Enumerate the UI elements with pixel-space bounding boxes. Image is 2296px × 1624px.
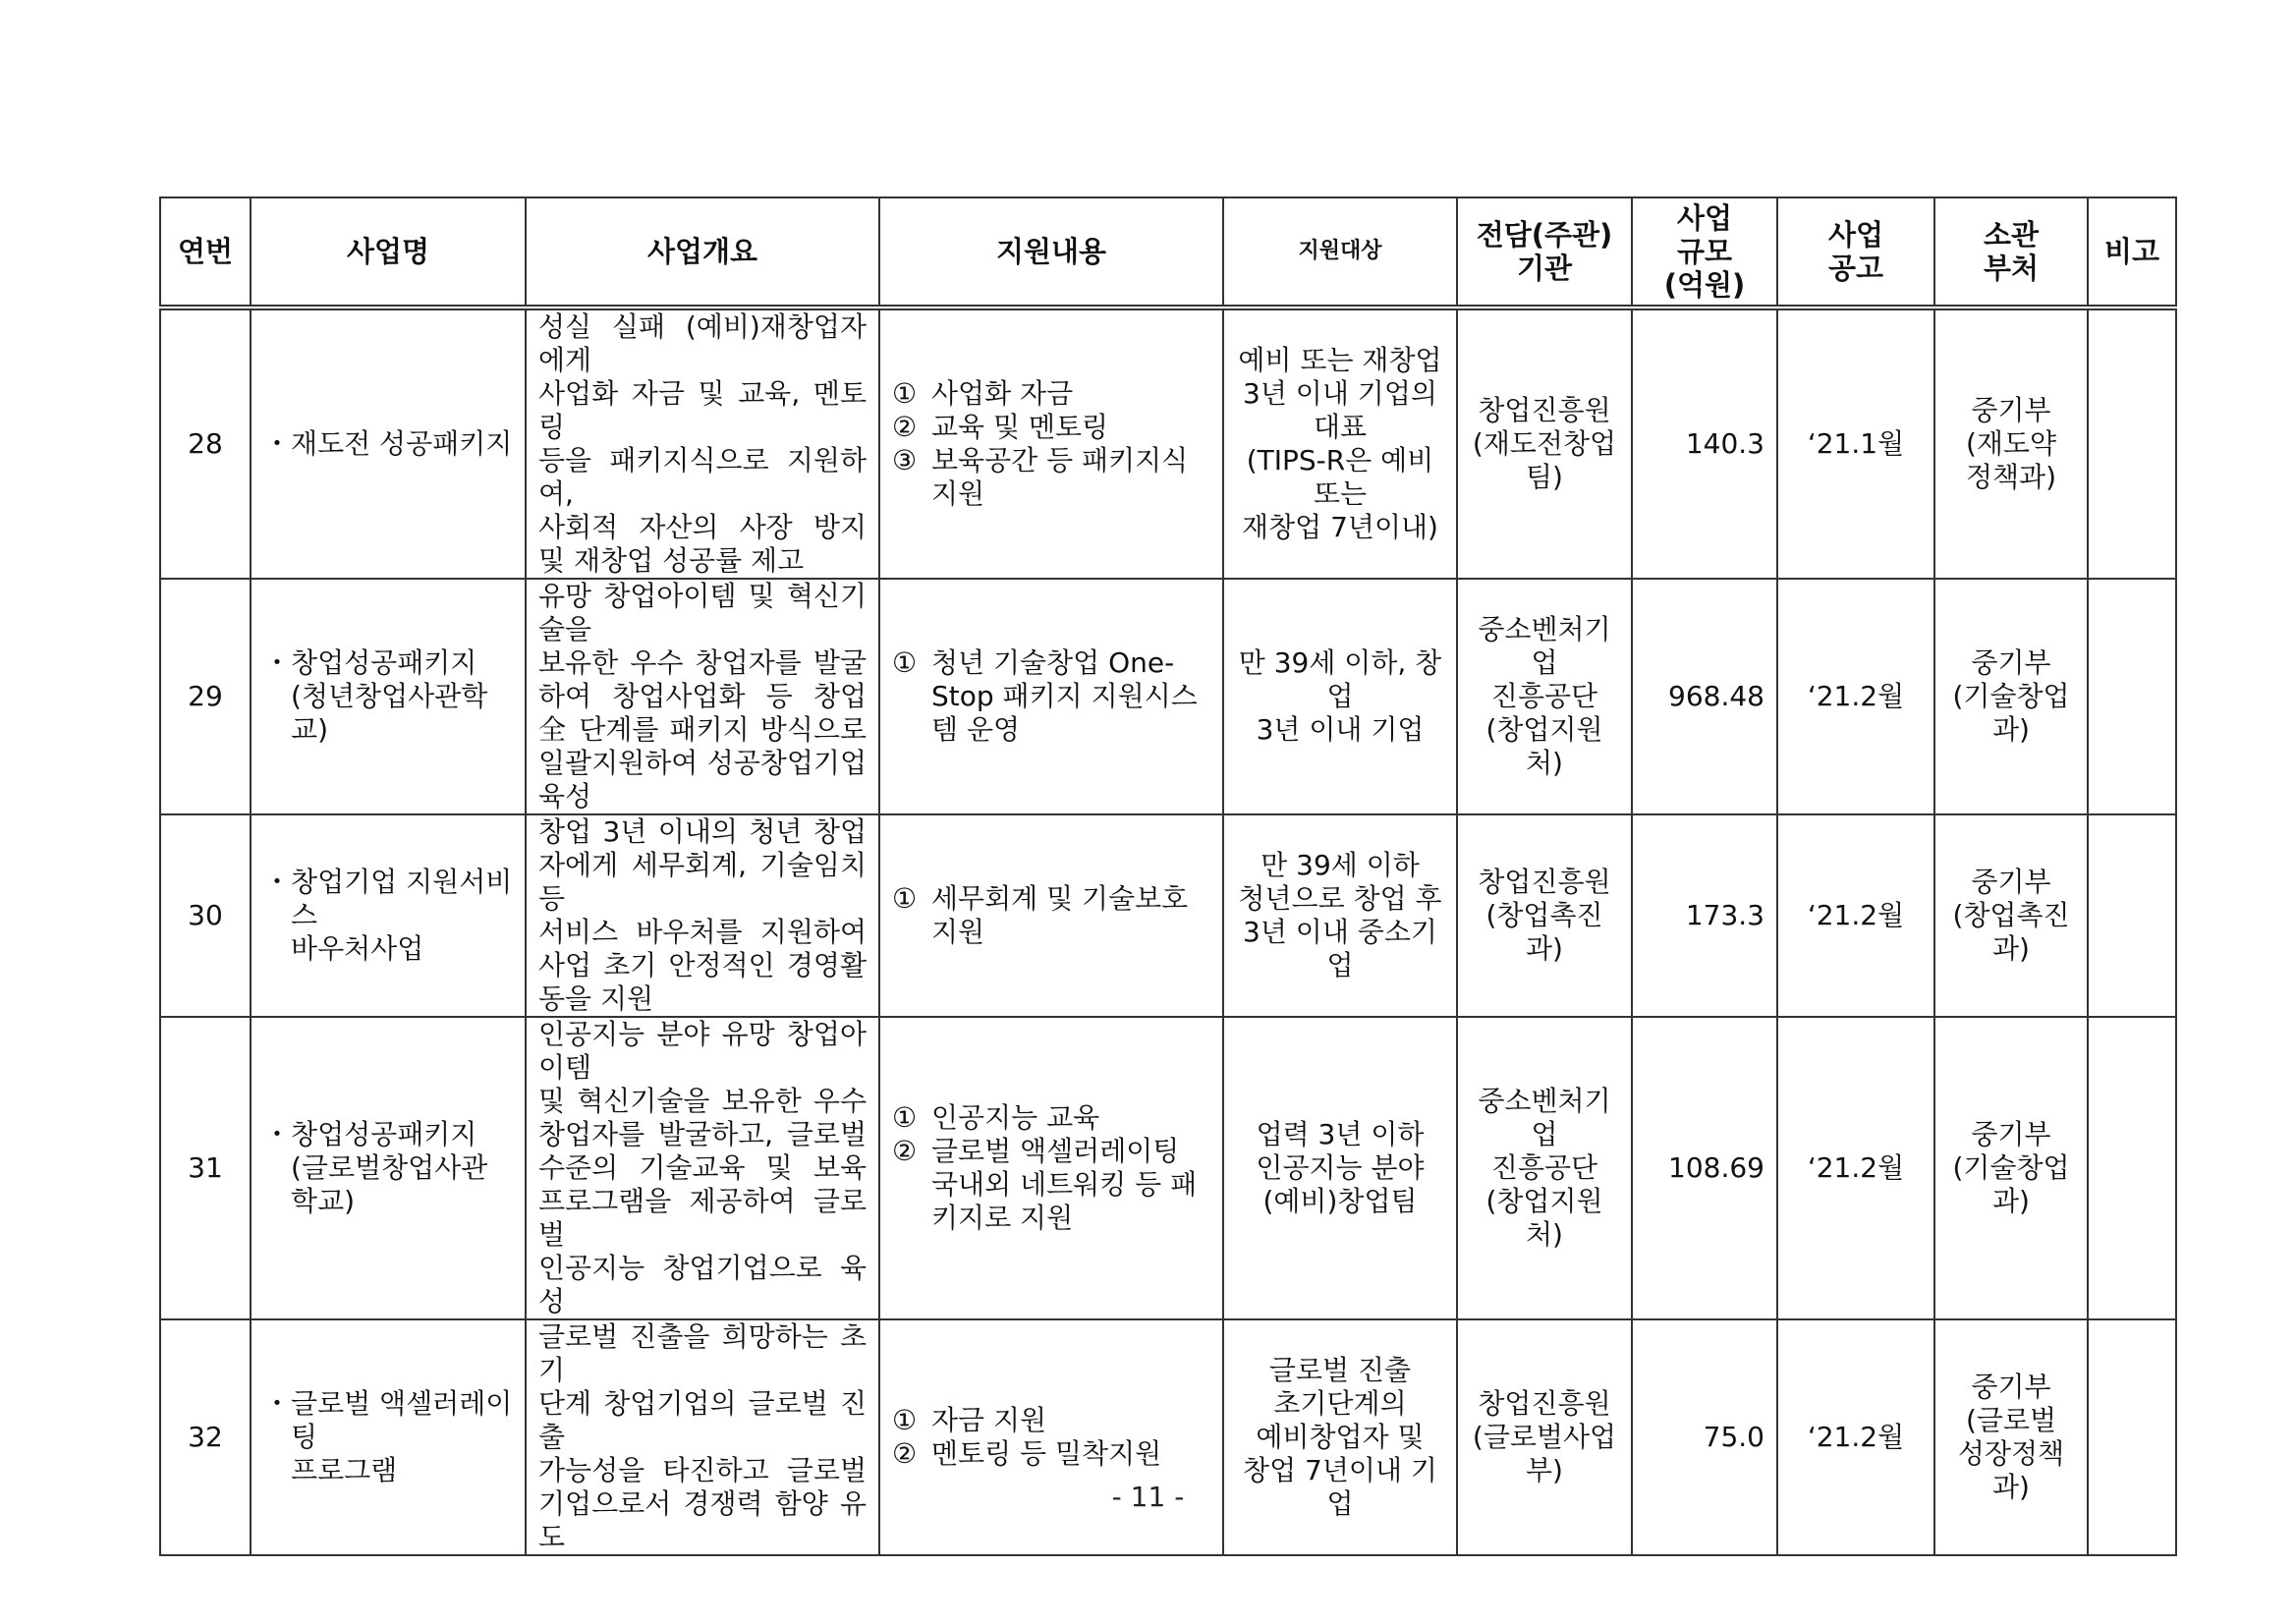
- overview-line: 인공지능 창업기업으로 육성: [538, 1252, 867, 1317]
- header-label: 비고: [2103, 235, 2160, 268]
- target-line: (TIPS-R은 예비 또는: [1246, 444, 1434, 510]
- agency-line: 중소벤처기업: [1478, 613, 1611, 679]
- ministry-line: 성장정책과): [1957, 1437, 2065, 1503]
- overview-line: 유망 창업아이템 및 혁신기술을: [538, 580, 867, 645]
- agency-line: (창업지원처): [1485, 713, 1603, 779]
- support-item-number: ①: [892, 646, 918, 679]
- overview-cell: [526, 308, 879, 579]
- agency-line: (창업촉진과): [1485, 899, 1603, 965]
- note-cell: [2088, 1319, 2176, 1555]
- program-name-line: 창업기업 지원서비스: [291, 866, 513, 931]
- agency-line: (창업지원처): [1485, 1185, 1603, 1251]
- notice-cell: ‘21.1월: [1777, 308, 1934, 579]
- target-cell: [1223, 814, 1457, 1017]
- overview-line: 인공지능 분야 유망 창업아이템: [538, 1018, 867, 1084]
- overview-line: 프로그램을 제공하여 글로벌: [538, 1185, 867, 1251]
- notice-cell: ‘21.2월: [1777, 814, 1934, 1017]
- overview-line: 및 재창업 성공률 제고: [538, 544, 805, 577]
- overview-line: 자에게 세무회계, 기술임치 등: [538, 849, 867, 915]
- target-line: 초기단계의: [1273, 1387, 1407, 1420]
- ministry-line: (글로벌: [1965, 1404, 2057, 1436]
- note-cell: [2088, 814, 2176, 1017]
- target-cell: [1223, 579, 1457, 814]
- overview-line: 보유한 우수 창업자를 발굴: [538, 646, 867, 679]
- support-cell: [879, 579, 1223, 814]
- header-agency: [1457, 197, 1632, 308]
- overview-line: 사업화 자금 및 교육, 멘토링: [538, 377, 867, 443]
- header-label: 전담(주관): [1476, 218, 1613, 252]
- support-item-number: ①: [892, 882, 918, 915]
- agency-line: 진흥공단: [1490, 1151, 1598, 1184]
- notice-cell: ‘21.2월: [1777, 579, 1934, 814]
- program-name-text: [291, 866, 513, 966]
- budget-cell: 108.69: [1632, 1017, 1777, 1319]
- target-line: 만 39세 이하: [1260, 849, 1420, 881]
- ministry-cell: [1934, 1319, 2088, 1555]
- target-line: 청년으로 창업 후: [1238, 882, 1442, 915]
- program-name-cell: [251, 308, 526, 579]
- target-line: 재창업 7년이내): [1242, 511, 1438, 543]
- header-label: 부처: [1983, 252, 2040, 285]
- program-name-line: (글로벌창업사관학교): [291, 1151, 488, 1217]
- ministry-line: 중기부: [1971, 1371, 2051, 1403]
- row-number: 28: [160, 308, 251, 579]
- ministry-line: (기술창업과): [1952, 680, 2070, 746]
- support-item-number: ②: [892, 1135, 918, 1167]
- support-item-text: 사업화 자금: [931, 377, 1074, 410]
- program-table: [159, 196, 2177, 1556]
- program-name-cell: [251, 1017, 526, 1319]
- ministry-line: 중기부: [1971, 646, 2051, 679]
- overview-line: 창업자를 발굴하고, 글로벌: [538, 1118, 867, 1150]
- overview-line: 단계 창업기업의 글로벌 진출: [538, 1387, 867, 1453]
- support-item-number: ②: [892, 411, 918, 443]
- support-item-number: ②: [892, 1437, 918, 1470]
- program-name-line: 창업성공패키지: [291, 646, 477, 679]
- support-item-text: 청년 기술창업 One-Stop 패키지 지원시스템 운영: [931, 646, 1198, 746]
- budget-cell: 75.0: [1632, 1319, 1777, 1555]
- program-name-line: 프로그램: [291, 1454, 398, 1486]
- target-line: 3년 이내 기업: [1256, 713, 1425, 746]
- bullet-dot: ・: [263, 866, 292, 898]
- ministry-line: 정책과): [1965, 461, 2057, 493]
- support-item-text: 글로벌 액셀러레이팅 국내외 네트워킹 등 패키지로 지원: [931, 1135, 1198, 1234]
- bullet-dot: ・: [263, 427, 292, 460]
- support-item-text: 보육공간 등 패키지식 지원: [931, 444, 1189, 510]
- program-name-line: 창업성공패키지: [291, 1118, 477, 1150]
- table-header-row: [160, 197, 2176, 308]
- ministry-cell: [1934, 579, 2088, 814]
- overview-line: 글로벌 진출을 희망하는 초기: [538, 1320, 867, 1386]
- program-name-text: [291, 1118, 513, 1218]
- header-label: 사업: [1827, 218, 1884, 252]
- overview-line: 일괄지원하여 성공창업기업 육성: [538, 747, 867, 812]
- program-name: [263, 646, 513, 747]
- header-note: [2088, 197, 2176, 308]
- support-item: [892, 377, 1210, 411]
- overview-line: 서비스 바우처를 지원하여: [538, 916, 867, 948]
- overview-line: 가능성을 타진하고 글로벌: [538, 1454, 867, 1486]
- header-budget: [1632, 197, 1777, 308]
- overview-line: 등을 패키지식으로 지원하여,: [538, 444, 867, 510]
- note-cell: [2088, 1017, 2176, 1319]
- overview-cell: [526, 579, 879, 814]
- program-name-text: [291, 646, 513, 747]
- program-name-text: [291, 427, 512, 461]
- overview-cell: [526, 1017, 879, 1319]
- row-number: 29: [160, 579, 251, 814]
- support-item-text: 인공지능 교육: [931, 1101, 1100, 1134]
- overview-cell: [526, 814, 879, 1017]
- ministry-line: (기술창업과): [1952, 1151, 2070, 1217]
- table-row: [160, 814, 2176, 1017]
- support-cell: [879, 814, 1223, 1017]
- page-number: - 11 -: [1111, 1481, 1185, 1513]
- overview-line: 全 단계를 패키지 방식으로: [538, 713, 867, 746]
- support-cell: [879, 308, 1223, 579]
- header-program-name: [251, 197, 526, 308]
- target-line: 만 39세 이하, 창업: [1238, 646, 1442, 712]
- support-item-number: ③: [892, 444, 918, 476]
- agency-line: (글로벌사업부): [1472, 1421, 1617, 1486]
- header-label: 사업개요: [646, 235, 758, 268]
- support-item: [892, 882, 1210, 949]
- support-cell: [879, 1319, 1223, 1555]
- header-label: 소관: [1983, 218, 2040, 252]
- ministry-cell: [1934, 1017, 2088, 1319]
- header-support: [879, 197, 1223, 308]
- agency-line: 창업진흥원: [1478, 394, 1611, 426]
- agency-cell: [1457, 308, 1632, 579]
- table-row: [160, 579, 2176, 814]
- header-label: 규모: [1676, 235, 1733, 268]
- support-item-number: ①: [892, 1404, 918, 1436]
- target-line: 3년 이내 기업의 대표: [1243, 377, 1437, 443]
- bullet-dot: ・: [263, 1118, 292, 1150]
- target-line: 인공지능 분야: [1256, 1151, 1425, 1184]
- support-item: [892, 1101, 1210, 1135]
- header-label: 연번: [177, 235, 234, 268]
- row-number: 31: [160, 1017, 251, 1319]
- overview-line: 성실 실패 (예비)재창업자에게: [538, 310, 867, 376]
- overview-line: 창업 3년 이내의 청년 창업: [538, 815, 867, 848]
- ministry-cell: [1934, 814, 2088, 1017]
- overview-line: 사업 초기 안정적인 경영활: [538, 949, 867, 981]
- program-name-line: 바우처사업: [291, 932, 424, 965]
- ministry-line: 중기부: [1971, 866, 2051, 898]
- support-item: [892, 411, 1210, 444]
- header-label: 지원대상: [1298, 239, 1382, 263]
- agency-cell: [1457, 1319, 1632, 1555]
- overview-line: 하여 창업사업화 등 창업: [538, 680, 867, 712]
- header-label: 공고: [1827, 252, 1884, 285]
- agency-line: 창업진흥원: [1478, 1387, 1611, 1420]
- overview-line: 사회적 자산의 사장 방지: [538, 511, 867, 543]
- support-item-text: 세무회계 및 기술보호 지원: [931, 882, 1189, 948]
- table-row: [160, 1017, 2176, 1319]
- agency-cell: [1457, 579, 1632, 814]
- target-line: 예비창업자 및: [1256, 1421, 1425, 1453]
- overview-line: 동을 지원: [538, 982, 654, 1015]
- row-number: 32: [160, 1319, 251, 1555]
- agency-line: 중소벤처기업: [1478, 1085, 1611, 1150]
- support-item-text: 멘토링 등 밀착지원: [931, 1437, 1162, 1470]
- ministry-line: 중기부: [1971, 394, 2051, 426]
- target-line: 글로벌 진출: [1268, 1354, 1412, 1386]
- agency-line: (재도전창업팀): [1472, 427, 1617, 493]
- program-name-cell: [251, 1319, 526, 1555]
- program-name-cell: [251, 814, 526, 1017]
- target-line: 3년 이내 중소기업: [1243, 916, 1437, 981]
- overview-cell: [526, 1319, 879, 1555]
- support-cell: [879, 1017, 1223, 1319]
- notice-cell: ‘21.2월: [1777, 1319, 1934, 1555]
- overview-line: 수준의 기술교육 및 보육: [538, 1151, 867, 1184]
- row-number: 30: [160, 814, 251, 1017]
- bullet-dot: ・: [263, 1387, 292, 1420]
- program-name-cell: [251, 579, 526, 814]
- ministry-line: (창업촉진과): [1952, 899, 2070, 965]
- overview-line: 및 혁신기술을 보유한 우수: [538, 1085, 867, 1117]
- target-cell: [1223, 1017, 1457, 1319]
- support-item-text: 자금 지원: [931, 1404, 1047, 1436]
- support-item: [892, 1135, 1210, 1235]
- agency-cell: [1457, 1017, 1632, 1319]
- program-name: [263, 427, 513, 461]
- header-no: [160, 197, 251, 308]
- ministry-line: (재도약: [1965, 427, 2057, 460]
- support-item: [892, 1404, 1210, 1437]
- support-item-text: 교육 및 멘토링: [931, 411, 1109, 443]
- ministry-cell: [1934, 308, 2088, 579]
- program-name-line: 글로벌 액셀러레이팅: [291, 1387, 513, 1453]
- support-item: [892, 646, 1210, 747]
- support-item: [892, 444, 1210, 511]
- program-name-text: [291, 1387, 513, 1487]
- budget-cell: 140.3: [1632, 308, 1777, 579]
- header-overview: [526, 197, 879, 308]
- table-row: [160, 1319, 2176, 1555]
- ministry-line: 중기부: [1971, 1118, 2051, 1150]
- notice-cell: ‘21.2월: [1777, 1017, 1934, 1319]
- agency-cell: [1457, 814, 1632, 1017]
- program-name-line: 재도전 성공패키지: [291, 427, 513, 460]
- budget-cell: 173.3: [1632, 814, 1777, 1017]
- support-item-number: ①: [892, 1101, 918, 1134]
- support-item: [892, 1437, 1210, 1471]
- table-body: [160, 308, 2176, 1555]
- support-item-number: ①: [892, 377, 918, 410]
- header-notice: [1777, 197, 1934, 308]
- header-label: 지원내용: [995, 235, 1107, 268]
- overview-line: 기업으로서 경쟁력 함양 유도: [538, 1487, 867, 1553]
- table-row: [160, 308, 2176, 579]
- target-cell: [1223, 1319, 1457, 1555]
- target-line: (예비)창업팀: [1262, 1185, 1418, 1217]
- bullet-dot: ・: [263, 646, 292, 679]
- agency-line: 진흥공단: [1490, 680, 1598, 712]
- program-name-line: (청년창업사관학교): [291, 680, 488, 746]
- note-cell: [2088, 308, 2176, 579]
- program-name: [263, 1387, 513, 1487]
- header-label: (억원): [1663, 268, 1746, 302]
- target-line: 업력 3년 이하: [1256, 1118, 1425, 1150]
- agency-line: 창업진흥원: [1478, 866, 1611, 898]
- program-name: [263, 1118, 513, 1218]
- target-line: 창업 7년이내 기업: [1243, 1454, 1437, 1520]
- header-ministry: [1934, 197, 2088, 308]
- target-line: 예비 또는 재창업: [1238, 344, 1442, 376]
- note-cell: [2088, 579, 2176, 814]
- header-label: 사업명: [346, 235, 430, 268]
- program-name: [263, 866, 513, 966]
- budget-cell: 968.48: [1632, 579, 1777, 814]
- header-label: 사업: [1676, 201, 1733, 235]
- header-target: [1223, 197, 1457, 308]
- header-label: 기관: [1516, 252, 1573, 285]
- target-cell: [1223, 308, 1457, 579]
